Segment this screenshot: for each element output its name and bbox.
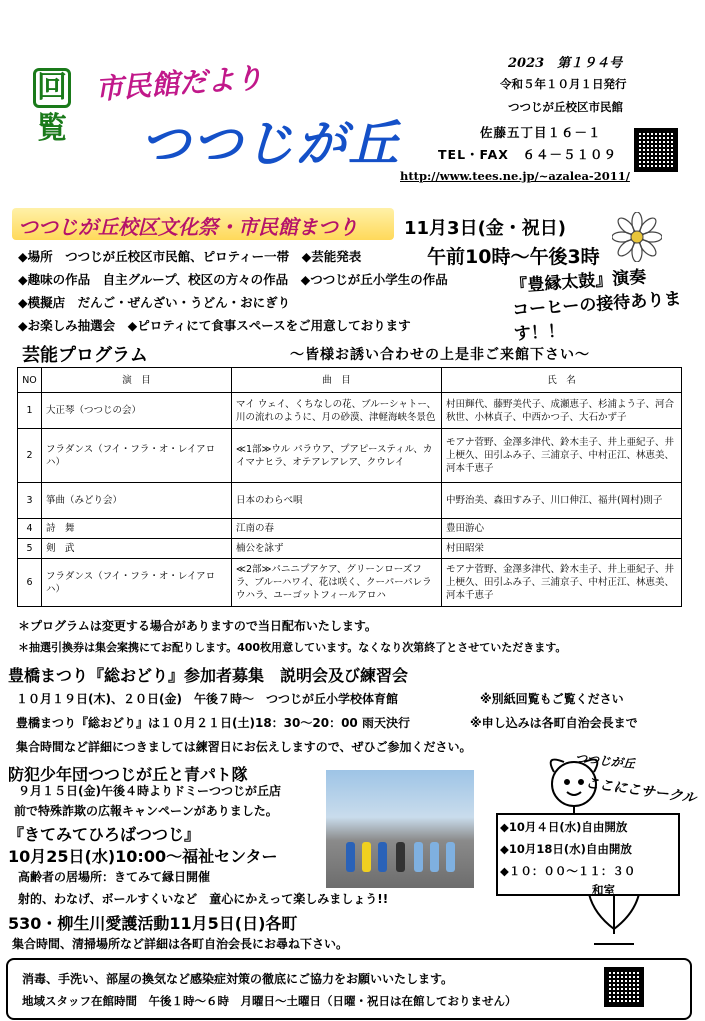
program-table: [17, 367, 682, 607]
table-row: [18, 429, 682, 483]
patrol-line-2: 前で特殊詐欺の広報キャンペーンがありました。: [14, 804, 278, 818]
taiko-notice: [510, 261, 705, 346]
person-figure: [446, 842, 455, 872]
circle-line-1: ◆10月４日(水)自由開放: [500, 820, 628, 834]
qr-code-icon: [634, 128, 678, 172]
odori-note-1: ※別紙回覧もご覧ください: [480, 692, 624, 706]
river-line: 集合時間、清掃場所など詳細は各町自治会長にお尋ね下さい。: [12, 937, 349, 951]
row-no: 6: [18, 559, 42, 607]
kitemite-title: 『きてみてひろばつつじ』: [8, 825, 201, 844]
campaign-photo: [326, 770, 474, 888]
festival-line-works: ◆趣味の作品 自主グループ、校区の方々の作品 ◆つつじが丘小学生の作品: [18, 272, 448, 287]
patrol-line-1: ９月１５日(金)午後４時よりドミーつつじが丘店: [18, 784, 281, 798]
festival-time: 午前10時〜午後3時: [427, 246, 600, 268]
festival-line-stalls: ◆模擬店 だんご・ぜんざい・うどん・おにぎり: [18, 295, 291, 310]
odori-note-2: ※申し込みは各町自治会長まで: [470, 716, 638, 730]
patrol-title: 防犯少年団つつじが丘と青パト隊: [8, 765, 248, 784]
row-songs: 日本のわらべ唄: [232, 483, 442, 519]
row-names: 村田昭栄: [442, 539, 682, 559]
table-row: [18, 539, 682, 559]
row-title: 剣 武: [42, 539, 232, 559]
person-figure: [430, 842, 439, 872]
circle-title-2: ここにこサークル: [584, 775, 698, 807]
kitemite-line-1: 高齢者の居場所：きてみて縁日開催: [18, 870, 211, 884]
river-title: 530・柳生川愛護活動11月5日(日)各町: [8, 914, 298, 933]
circle-title-1: つつじが丘: [574, 750, 636, 772]
row-title: 大正琴（つつじの会）: [42, 393, 232, 429]
header-songs: 曲 目: [232, 368, 442, 393]
row-names: 豊田游心: [442, 519, 682, 539]
table-row: [18, 393, 682, 429]
footer-line-1: 消毒、手洗い、部屋の換気など感染症対策の徹底にご協力をお願いいたします。: [22, 972, 454, 986]
circle-line-2: ◆10月18日(水)自由開放: [500, 842, 632, 856]
flower-icon: [612, 212, 662, 262]
qr-code-icon: [604, 967, 644, 1007]
table-row: [18, 483, 682, 519]
odori-title: 豊橋まつり『総おどり』参加者募集 説明会及び練習会: [8, 666, 409, 685]
header-title: 演 目: [42, 368, 232, 393]
row-names: 村田輝代、藤野美代子、成瀬恵子、杉浦よう子、河合秋世、小林貞子、中西かつ子、大石かず子: [442, 393, 682, 429]
program-note-1: ＊プログラムは変更する場合がありますので当日配布いたします。: [18, 619, 377, 633]
header-no: NO: [18, 368, 42, 393]
newsletter-subtitle: 市民館だより: [94, 61, 265, 106]
footer-scroll-box: [6, 958, 692, 1020]
newsletter-title: つつじが丘: [140, 115, 400, 173]
row-no: 5: [18, 539, 42, 559]
row-no: 4: [18, 519, 42, 539]
odori-line-1: １０月１９日(木)、２０日(金) 午後７時〜 つつじが丘小学校体育館: [16, 692, 398, 706]
row-names: モアナ菅野、金澤多津代、鈴木圭子、井上亜紀子、井上梗久、田引ふみ子、三浦京子、中村正江、林恵美、河本千恵子: [442, 559, 682, 607]
row-songs: ≪1部≫ウル パラウア、プアピースティル、カイマナヒラ、オテアレアレア、クウレイ: [232, 429, 442, 483]
row-title: フラダンス（フイ・フラ・オ・レイアロハ）: [42, 429, 232, 483]
kitemite-datetime: 10月25日(水)10:00〜福祉センター: [8, 847, 278, 866]
circle-line-4: 和室: [592, 883, 615, 897]
kairan-char-2: 覧: [37, 111, 67, 146]
taiko-line-1: 『豊縁太鼓』演奏: [509, 267, 647, 297]
issue-number: 2023 第１９４号: [508, 56, 623, 71]
row-no: 2: [18, 429, 42, 483]
row-no: 1: [18, 393, 42, 429]
person-figure: [346, 842, 355, 872]
row-title: 詩 舞: [42, 519, 232, 539]
odori-line-2: 豊橋まつり『総おどり』は１０月２１日(土)18：30〜20：00 雨天決行: [16, 716, 410, 730]
festival-date: 11月3日(金・祝日): [404, 218, 567, 239]
program-title: 芸能プログラム: [22, 345, 148, 366]
program-invite: 〜皆様お誘い合わせの上是非ご来館下さい〜: [290, 347, 590, 363]
row-songs: ≪2部≫パニニプアケア、グリーンローズフラ、ブルーハワイ、花は咲く、クーパーパレラウハラ、ユーゴットフィールアロハ: [232, 559, 442, 607]
kairan-stamp: [32, 68, 72, 146]
table-header-row: [18, 368, 682, 393]
circle-line-3: ◆１０：００〜１１：３０: [500, 864, 636, 878]
kairan-char-1: 回: [33, 68, 71, 108]
program-note-2: ＊抽選引換券は集会案携にてお配りします。400枚用意しています。なくなり次第終了とさせていただきます。: [18, 641, 567, 654]
row-title: フラダンス（フイ・フラ・オ・レイアロハ）: [42, 559, 232, 607]
person-figure: [414, 842, 423, 872]
taiko-line-2: コーヒーの接待あります！！: [511, 288, 682, 345]
row-title: 箏曲（みどり会）: [42, 483, 232, 519]
row-no: 3: [18, 483, 42, 519]
website-link[interactable]: http://www.tees.ne.jp/~azalea-2011/: [400, 169, 630, 183]
tel-fax: TEL・FAX ６４－５１０９: [438, 147, 617, 162]
row-names: 中野治美、森田すみ子、川口伸江、福井(岡村)則子: [442, 483, 682, 519]
person-figure: [362, 842, 371, 872]
row-names: モアナ菅野、金澤多津代、鈴木圭子、井上亜紀子、井上梗久、田引ふみ子、三浦京子、中村正江、林恵美、河本千恵子: [442, 429, 682, 483]
address: 佐藤五丁目１６－１: [480, 125, 602, 140]
table-row: [18, 519, 682, 539]
person-figure: [396, 842, 405, 872]
table-row: [18, 559, 682, 607]
row-songs: 江南の春: [232, 519, 442, 539]
issue-date: 令和５年１０月１日発行: [500, 77, 627, 91]
odori-line-3: 集合時間など詳細につきましては練習日にお伝えしますので、ぜひご参加ください。: [16, 740, 472, 754]
festival-title: つつじが丘校区文化祭・市民館まつり: [18, 215, 358, 239]
kitemite-line-2: 射的、わなげ、ボールすくいなど 童心にかえって楽しみましょう!!: [18, 892, 389, 906]
organization-name: つつじが丘校区市民館: [508, 100, 623, 114]
row-songs: マイ ウェイ、くちなしの花、ブルーシャトー、川の流れのように、月の砂漠、津軽海峡冬景色: [232, 393, 442, 429]
festival-line-place: ◆場所 つつじが丘校区市民館、ピロティー一帯 ◆芸能発表: [18, 249, 362, 264]
footer-line-2: 地域スタッフ在館時間 午後１時〜６時 月曜日〜土曜日（日曜・祝日は在館しておりません）: [22, 994, 517, 1008]
person-figure: [378, 842, 387, 872]
header-names: 氏 名: [442, 368, 682, 393]
row-songs: 楠公を詠ず: [232, 539, 442, 559]
festival-line-lottery: ◆お楽しみ抽選会 ◆ピロティにて食事スペースをご用意しております: [18, 318, 411, 333]
